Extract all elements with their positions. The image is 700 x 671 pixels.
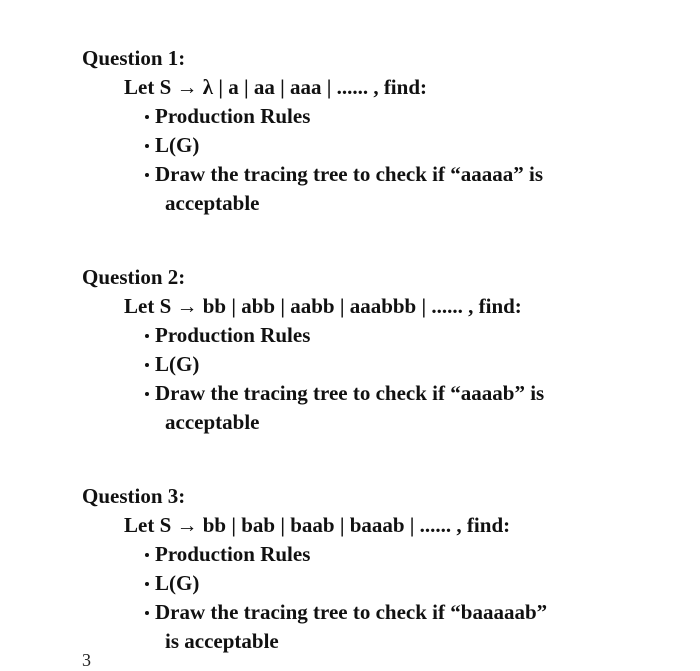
bullet-icon bbox=[145, 392, 149, 396]
task-text-continuation: acceptable bbox=[165, 191, 260, 215]
task-text: Production Rules bbox=[155, 323, 311, 347]
question-3 bbox=[82, 482, 672, 656]
bullet-icon bbox=[145, 173, 149, 177]
task-list bbox=[82, 540, 672, 656]
task-text: Draw the tracing tree to check if “baaaaab” bbox=[155, 600, 548, 624]
bullet-icon bbox=[145, 363, 149, 367]
task-text: Draw the tracing tree to check if “aaaaa” is bbox=[155, 162, 544, 186]
task-item bbox=[82, 569, 672, 598]
page-number: 3 bbox=[82, 650, 91, 670]
question-title: Question 3: bbox=[82, 484, 186, 508]
grammar-statement: Let S → bb | abb | aabb | aaabbb | ...... , find: bbox=[124, 294, 522, 318]
question-title: Question 1: bbox=[82, 46, 186, 70]
task-text-continuation: acceptable bbox=[165, 410, 260, 434]
task-item bbox=[82, 102, 672, 131]
bullet-icon bbox=[145, 144, 149, 148]
task-text: L(G) bbox=[155, 571, 200, 595]
task-text: Production Rules bbox=[155, 104, 311, 128]
task-item bbox=[82, 379, 672, 437]
grammar-statement: Let S → λ | a | aa | aaa | ...... , find: bbox=[124, 75, 427, 99]
task-item bbox=[82, 160, 672, 218]
task-item bbox=[82, 540, 672, 569]
task-text: Draw the tracing tree to check if “aaaab” is bbox=[155, 381, 545, 405]
task-list bbox=[82, 102, 672, 218]
question-2 bbox=[82, 263, 672, 437]
grammar-statement: Let S → bb | bab | baab | baaab | ...... , find: bbox=[124, 513, 511, 537]
bullet-icon bbox=[145, 553, 149, 557]
task-item bbox=[82, 321, 672, 350]
task-text: L(G) bbox=[155, 352, 200, 376]
task-item bbox=[82, 131, 672, 160]
question-1 bbox=[82, 44, 672, 218]
task-text: Production Rules bbox=[155, 542, 311, 566]
bullet-icon bbox=[145, 582, 149, 586]
bullet-icon bbox=[145, 334, 149, 338]
task-text: L(G) bbox=[155, 133, 200, 157]
task-item bbox=[82, 350, 672, 379]
bullet-icon bbox=[145, 611, 149, 615]
task-text-continuation: is acceptable bbox=[165, 629, 279, 653]
task-item bbox=[82, 598, 672, 656]
question-title: Question 2: bbox=[82, 265, 186, 289]
task-list bbox=[82, 321, 672, 437]
bullet-icon bbox=[145, 115, 149, 119]
